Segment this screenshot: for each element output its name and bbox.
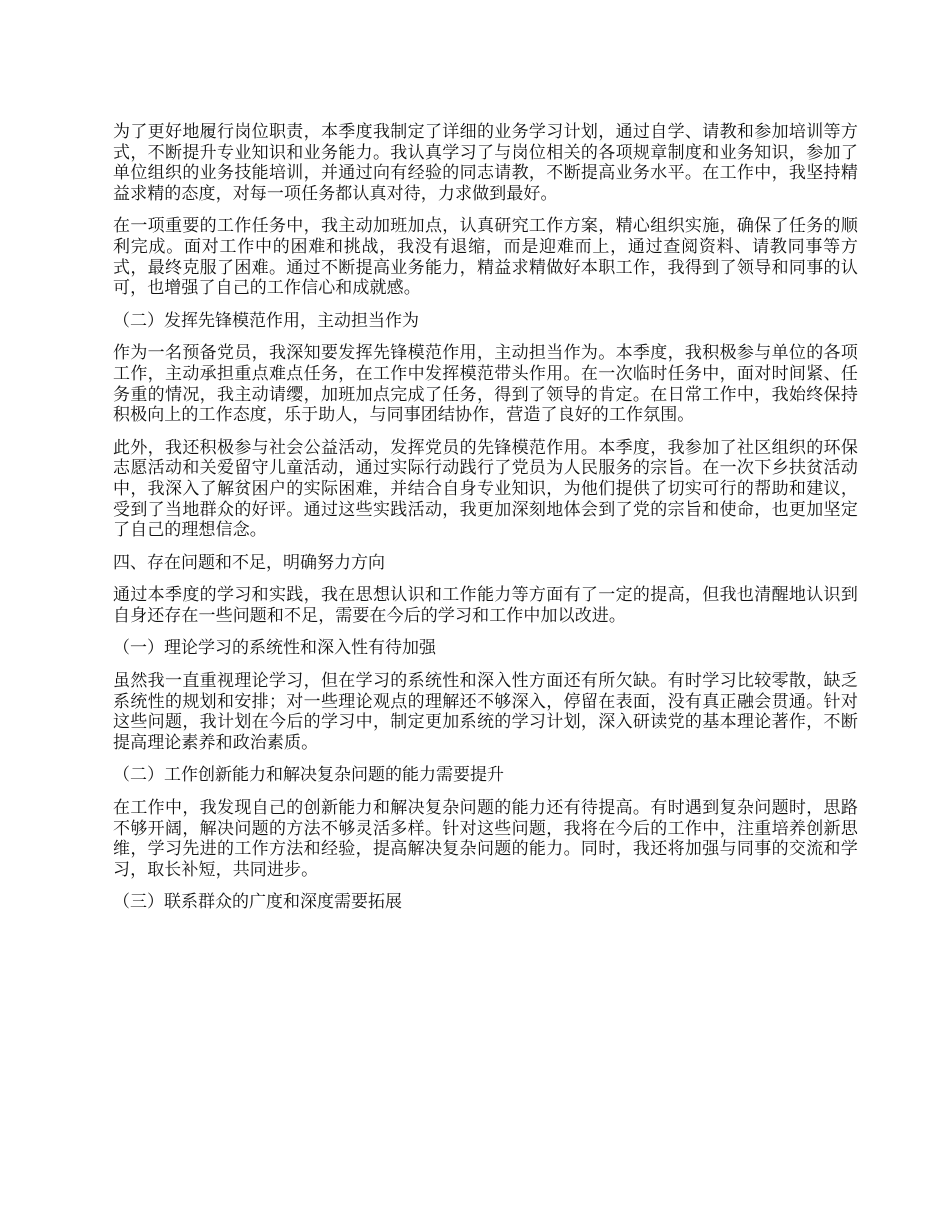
section-heading-problems: 四、存在问题和不足，明确努力方向 (113, 552, 385, 573)
document-page (113, 122, 858, 925)
paragraph-theory-study: 虽然我一直重视理论学习，但在学习的系统性和深入性方面还有所欠缺。有时学习比较零散，缺乏系统性的规划和安排；对一些理论观点的理解还不够深入，停留在表面，没有真正融会贯通。针对这些问题，我计划在今后的学习中，制定更加系统的学习计划，深入研读党的基本理论著作，不断提高理论素养和政治素质。 (113, 671, 858, 753)
paragraph-key-task: 在一项重要的工作任务中，我主动加班加点，认真研究工作方案，精心组织实施，确保了任务的顺利完成。面对工作中的困难和挑战，我没有退缩，而是迎难而上，通过查阅资料、请教同事等方式，最终克服了困难。通过不断提高业务能力，精益求精做好本职工作，我得到了领导和同事的认可，也增强了自己的工作信心和成就感。 (113, 216, 858, 299)
subsection-heading-theory-study: （一）理论学习的系统性和深入性有待加强 (113, 638, 436, 659)
subsection-heading-masses: （三）联系群众的广度和深度需要拓展 (113, 892, 402, 913)
section-heading-vanguard-role: （二）发挥先锋模范作用，主动担当作为 (113, 310, 419, 331)
paragraph-innovation: 在工作中，我发现自己的创新能力和解决复杂问题的能力还有待提高。有时遇到复杂问题时，思路不够开阔，解决问题的方法不够灵活多样。针对这些问题，我将在今后的工作中，注重培养创新思维，学习先进的工作方法和经验，提高解决复杂问题的能力。同时，我还将加强与同事的交流和学习，取长补短，共同进步。 (113, 798, 858, 880)
paragraph-public-welfare: 此外，我还积极参与社会公益活动，发挥党员的先锋模范作用。本季度，我参加了社区组织的环保志愿活动和关爱留守儿童活动，通过实际行动践行了党员为人民服务的宗旨。在一次下乡扶贫活动中，我深入了解贫困户的实际困难，并结合自身专业知识，为他们提供了切实可行的帮助和建议，受到了当地群众的好评。通过这些实践活动，我更加深刻地体会到了党的宗旨和使命，也更加坚定了自己的理想信念。 (113, 437, 858, 541)
paragraph-problems-intro: 通过本季度的学习和实践，我在思想认识和工作能力等方面有了一定的提高，但我也清醒地认识到自身还存在一些问题和不足，需要在今后的学习和工作中加以改进。 (113, 585, 858, 626)
paragraph-probationary-member: 作为一名预备党员，我深知要发挥先锋模范作用，主动担当作为。本季度，我积极参与单位的各项工作，主动承担重点难点任务，在工作中发挥模范带头作用。在一次临时任务中，面对时间紧、任务重的情况，我主动请缨，加班加点完成了任务，得到了领导的肯定。在日常工作中，我始终保持积极向上的工作态度，乐于助人，与同事团结协作，营造了良好的工作氛围。 (113, 343, 858, 426)
paragraph-study-plan: 为了更好地履行岗位职责，本季度我制定了详细的业务学习计划，通过自学、请教和参加培训等方式，不断提升专业知识和业务能力。我认真学习了与岗位相关的各项规章制度和业务知识，参加了单位组织的业务技能培训，并通过向有经验的同志请教，不断提高业务水平。在工作中，我坚持精益求精的态度，对每一项任务都认真对待，力求做到最好。 (113, 122, 858, 204)
subsection-heading-innovation: （二）工作创新能力和解决复杂问题的能力需要提升 (113, 765, 504, 786)
